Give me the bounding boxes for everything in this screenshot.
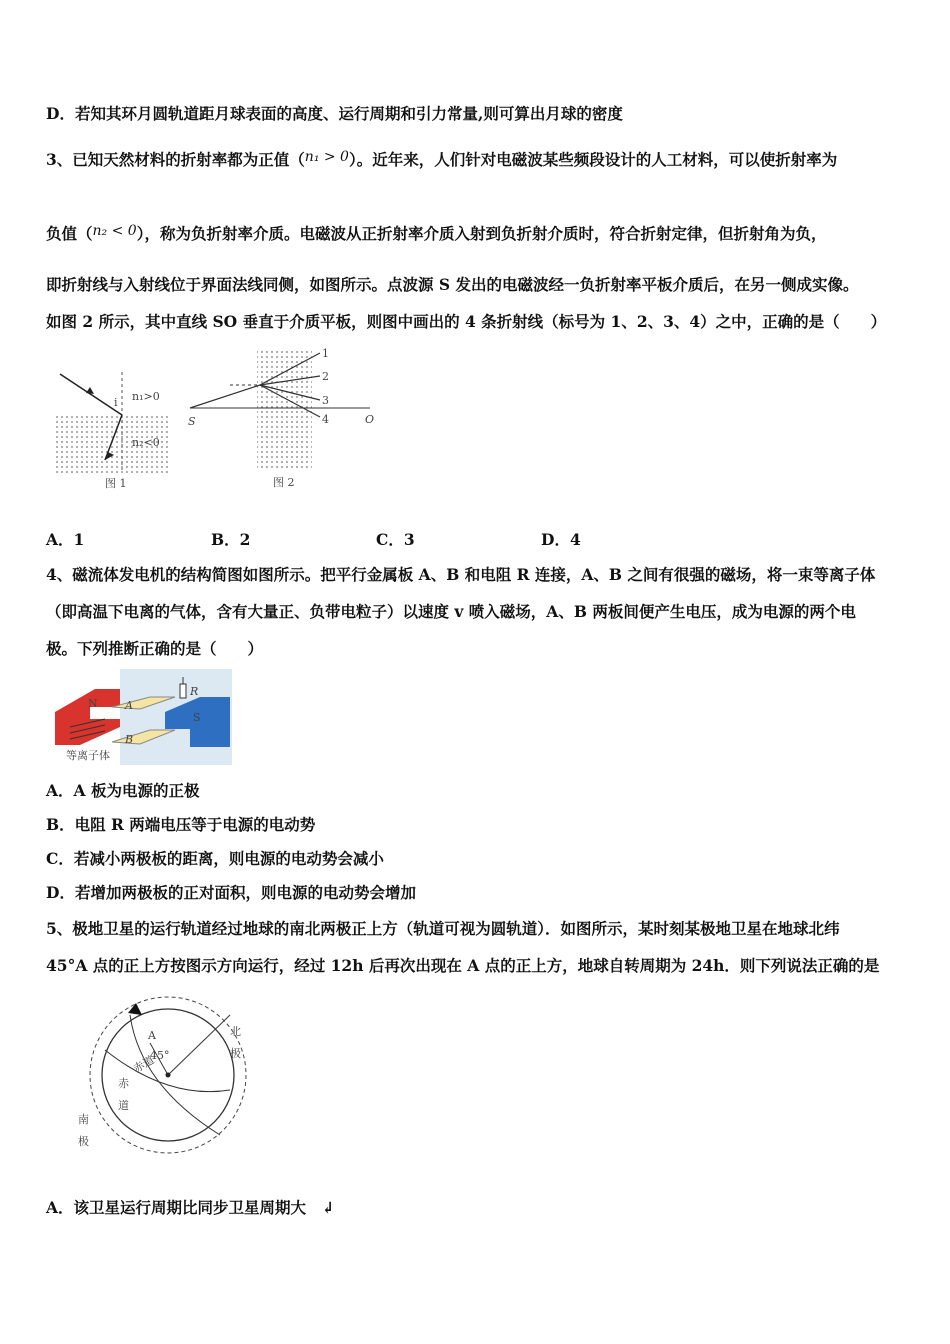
q3-line-4: 如图 2 所示，其中直线 SO 垂直于介质平板，则图中画出的 4 条折射线（标号为 1、2、3、4）之中，正确的是（ ） (46, 312, 887, 331)
a-label: A (125, 699, 133, 712)
q3-line-3: 即折射线与入射线位于界面法线同侧，如图所示。点波源 S 发出的电磁波经一负折射率平板介质后，在另一侧成实像。 (46, 275, 859, 294)
incident-ray (60, 374, 122, 415)
south-label-2: 极 (78, 1135, 89, 1148)
q4-option-a: A．A 板为电源的正极 (46, 781, 200, 800)
figure-2 (185, 345, 385, 500)
equator-label-1: 赤 (118, 1077, 129, 1090)
q3-line-2-post: ），称为负折射率介质。电磁波从正折射率介质入射到负折射介质时，符合折射定律，但折射角为负， (136, 224, 827, 243)
source-ray (190, 385, 260, 408)
south-label-1: 南 (78, 1113, 89, 1126)
q4-option-c: C．若减小两极板的距离，则电源的电动势会减小 (46, 849, 384, 868)
math-n2: n₂ < 0 (92, 223, 137, 239)
q3-option-b: B．2 (211, 530, 251, 549)
ray-label-4: 4 (322, 413, 329, 426)
b-label: B (125, 733, 134, 746)
q4-line-1: 4、磁流体发电机的结构简图如图所示。把平行金属板 A、B 和电阻 R 连接，A、B 之间有很强的磁场，将一束等离子体 (46, 565, 876, 584)
q3-line-1 (46, 148, 837, 170)
satellite-icon (128, 1003, 142, 1015)
ray-label-3: 3 (322, 394, 329, 407)
q4-line-3: 极。下列推断正确的是（ ） (46, 639, 264, 658)
plasma-label: 等离子体 (66, 749, 110, 762)
negative-slab (257, 350, 312, 470)
return-mark-icon: ↲ (321, 1198, 335, 1217)
math-n1: n₁ > 0 (304, 149, 349, 165)
equator-label-2: 道 (118, 1099, 129, 1112)
axis-line (168, 1015, 230, 1075)
fig1-angle-label: i (114, 396, 118, 409)
r-label: R (190, 685, 199, 698)
q3-line-2 (46, 222, 826, 244)
north-label-1: 北 (230, 1025, 241, 1038)
a-point-label: A (148, 1029, 156, 1042)
o-label: O (365, 413, 375, 426)
q3-line-1-post: ）。近年来，人们针对电磁波某些频段设计的人工材料，可以使折射率为 (348, 150, 838, 169)
north-label-2: 极 (230, 1047, 241, 1060)
q5-option-a-text: A．该卫星运行周期比同步卫星周期大 (46, 1198, 307, 1217)
q3-line-1-pre: 3、已知天然材料的折射率都为正值（ (46, 150, 305, 169)
q5-line-1: 5、极地卫星的运行轨道经过地球的南北两极正上方（轨道可视为圆轨道）．如图所示，某时刻某极地卫星在地球北纬 (46, 919, 840, 938)
angle-label: 45° (150, 1049, 170, 1062)
ray-label-1: 1 (322, 347, 329, 360)
q5-line-2: 45°A 点的正上方按图示方向运行，经过 12h 后再次出现在 A 点的正上方，地球自转周期为 24h．则下列说法正确的是 (46, 956, 880, 975)
figure-1 (50, 360, 180, 500)
figure-4-mhd-generator (50, 667, 235, 767)
q4-option-b: B．电阻 R 两端电压等于电源的电动势 (46, 815, 316, 834)
fig1-caption: 图 1 (105, 477, 127, 490)
source-label: S (188, 415, 196, 428)
q5-option-a (46, 1196, 334, 1218)
incident-arrow (86, 387, 94, 394)
q4-option-d: D．若增加两极板的正对面积，则电源的电动势会增加 (46, 883, 416, 902)
equator-diag-label: 赤道 (131, 1053, 157, 1076)
fig1-n2-label: n₂<0 (132, 436, 160, 449)
q3-line-2-pre: 负值（ (46, 224, 93, 243)
figure-5-polar-orbit (70, 995, 260, 1160)
center-dot (166, 1073, 171, 1078)
q3-option-a: A．1 (46, 530, 85, 549)
option-d-moon: D．若知其环月圆轨道距月球表面的高度、运行周期和引力常量,则可算出月球的密度 (46, 104, 623, 123)
fig1-n1-label: n₁>0 (132, 390, 160, 403)
q3-option-d: D．4 (541, 530, 581, 549)
n-label: N (88, 697, 98, 710)
q4-line-2: （即高温下电离的气体，含有大量正、负带电粒子）以速度 v 喷入磁场，A、B 两板间便产生电压，成为电源的两个电 (46, 602, 856, 621)
q3-option-c: C．3 (376, 530, 415, 549)
resistor (180, 684, 186, 698)
fig2-caption: 图 2 (273, 476, 295, 489)
ray-label-2: 2 (322, 370, 329, 383)
s-label: S (193, 711, 201, 724)
